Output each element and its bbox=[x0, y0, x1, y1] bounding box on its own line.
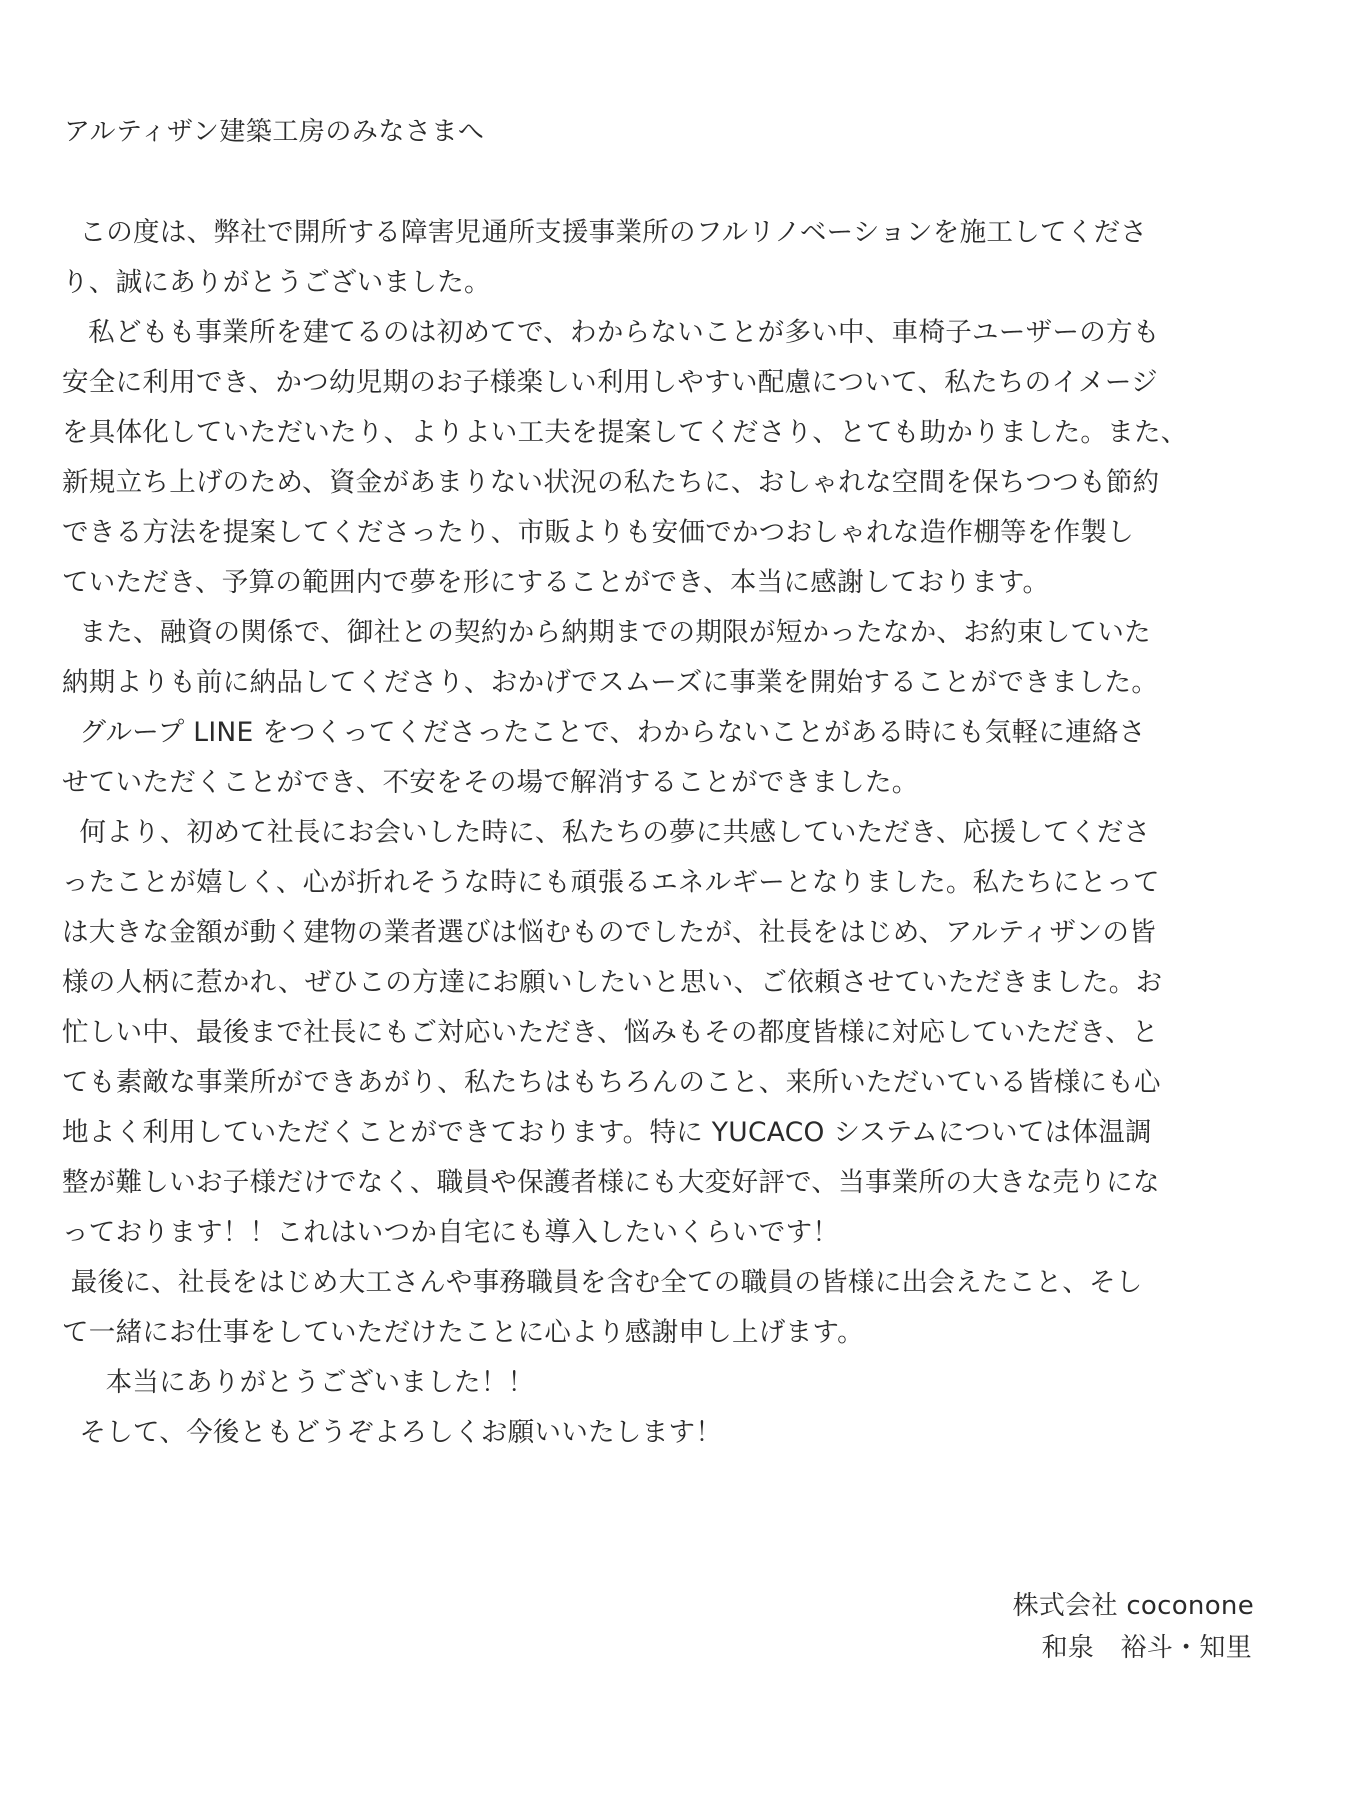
letter-signature bbox=[1013, 1585, 1254, 1669]
letter-line: 新規立ち上げのため、資金があまりない状況の私たちに、おしゃれな空間を保ちつつも節約 bbox=[62, 467, 1160, 498]
letter-line: せていただくことができ、不安をその場で解消することができました。 bbox=[62, 767, 919, 798]
letter-line: 様の人柄に惹かれ、ぜひこの方達にお願いしたいと思い、ご依頼させていただきました。お bbox=[62, 967, 1163, 998]
letter-line: 本当にありがとうございました！！ bbox=[62, 1367, 535, 1398]
letter-line: は大きな金額が動く建物の業者選びは悩むものでしたが、社長をはじめ、アルティザンの皆 bbox=[62, 917, 1157, 948]
letter-salutation: アルティザン建築工房のみなさまへ bbox=[64, 117, 485, 147]
thank-you-letter bbox=[62, 0, 1262, 1800]
letter-line: 忙しい中、最後まで社長にもご対応いただき、悩みもその都度皆様に対応していただき、と bbox=[62, 1017, 1159, 1048]
signature-names: 和泉 裕斗・知里 bbox=[1041, 1633, 1252, 1663]
letter-line: 整が難しいお子様だけでなく、職員や保護者様にも大変好評で、当事業所の大きな売りにな bbox=[62, 1167, 1160, 1198]
letter-line: グループ LINE をつくってくださったことで、わからないことがある時にも気軽に連絡さ bbox=[62, 717, 1146, 748]
letter-line: を具体化していただいたり、よりよい工夫を提案してくださり、とても助かりました。また、 bbox=[62, 417, 1188, 448]
letter-line: ても素敵な事業所ができあがり、私たちはもちろんのこと、来所いただいている皆様にも心 bbox=[62, 1067, 1161, 1098]
letter-line: 私どもも事業所を建てるのは初めてで、わからないことが多い中、車椅子ユーザーの方も bbox=[62, 317, 1160, 348]
letter-line: 最後に、社長をはじめ大工さんや事務職員を含む全ての職員の皆様に出会えたこと、そし bbox=[62, 1267, 1143, 1298]
letter-line: また、融資の関係で、御社との契約から納期までの期限が短かったなか、お約束していた bbox=[62, 617, 1151, 648]
letter-line: ていただき、予算の範囲内で夢を形にすることができ、本当に感謝しております。 bbox=[62, 567, 1050, 598]
letter-line: できる方法を提案してくださったり、市販よりも安価でかつおしゃれな造作棚等を作製し bbox=[62, 517, 1134, 548]
letter-line: 納期よりも前に納品してくださり、おかげでスムーズに事業を開始することができました。 bbox=[62, 667, 1159, 698]
signature-company: 株式会社 coconone bbox=[1012, 1591, 1254, 1621]
letter-line: り、誠にありがとうございました。 bbox=[62, 267, 491, 298]
letter-line: 地よく利用していただくことができております。特に YUCACO システムについては体温調 bbox=[62, 1117, 1152, 1148]
letter-line: て一緒にお仕事をしていただけたことに心より感謝申し上げます。 bbox=[62, 1317, 864, 1348]
letter-body bbox=[62, 208, 1262, 1458]
letter-line: 安全に利用でき、かつ幼児期のお子様楽しい利用しやすい配慮について、私たちのイメージ bbox=[62, 367, 1158, 398]
letter-line: この度は、弊社で開所する障害児通所支援事業所のフルリノベーションを施工してくださ bbox=[62, 217, 1148, 248]
letter-line: そして、今後ともどうぞよろしくお願いいたします！ bbox=[62, 1417, 723, 1448]
letter-line: 何より、初めて社長にお会いした時に、私たちの夢に共感していただき、応援してくださ bbox=[62, 817, 1151, 848]
letter-line: っております！！これはいつか自宅にも導入したいくらいです！ bbox=[62, 1217, 840, 1248]
letter-line: ったことが嬉しく、心が折れそうな時にも頑張るエネルギーとなりました。私たちにとって bbox=[62, 867, 1160, 898]
